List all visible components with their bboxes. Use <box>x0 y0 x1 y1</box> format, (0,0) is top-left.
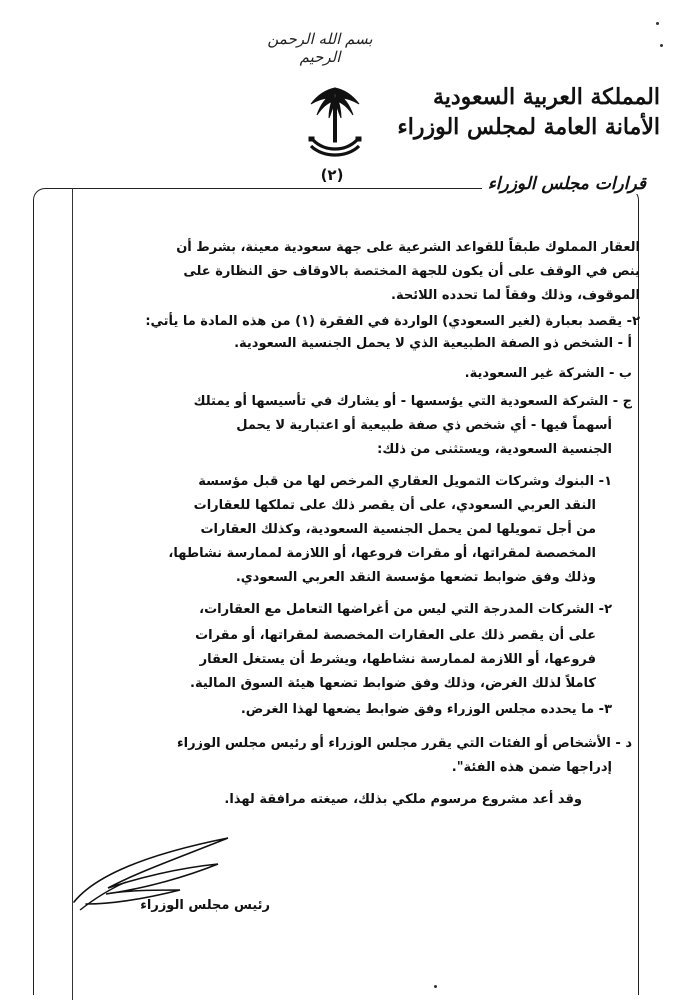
body-line: ٢- الشركات المدرجة التي ليس من أغراضها التعامل مع العقارات، <box>199 602 612 617</box>
body-line: الجنسية السعودية، ويستثنى من ذلك: <box>377 442 612 457</box>
body-line: ٢- يقصد بعبارة (لغير السعودي) الواردة في الفقرة (١) من هذه المادة ما يأتي: <box>145 314 640 329</box>
body-line: د - الأشخاص أو الفئات التي يقرر مجلس الوزراء أو رئيس مجلس الوزراء <box>176 736 632 751</box>
body-line: ينص في الوقف على أن يكون للجهة المختصة بالاوقاف حق النظارة على <box>183 264 640 279</box>
body-line: وقد أعد مشروع مرسوم ملكي بذلك، صيغته مرافقة لهذا. <box>224 792 582 807</box>
body-line: فروعها، أو اللازمة لممارسة نشاطها، ويشرط أن يستغل العقار <box>199 652 596 667</box>
body-line: النقد العربي السعودي، على أن يقصر ذلك على تملكها للعقارات <box>193 498 596 513</box>
decisions-label: قرارات مجلس الوزراء <box>482 174 652 194</box>
body-line: وذلك وفق ضوابط تضعها مؤسسة النقد العربي السعودي. <box>235 570 596 585</box>
body-line: ٣- ما يحدده مجلس الوزراء وفق ضوابط يضعها لهذا الغرض. <box>240 702 612 717</box>
kingdom-name: المملكة العربية السعودية <box>432 84 660 110</box>
organization-heading <box>397 82 660 142</box>
secretariat-name: الأمانة العامة لمجلس الوزراء <box>397 114 660 140</box>
scan-speck <box>434 985 437 988</box>
signatory-title: رئيس مجلس الوزراء <box>140 898 270 913</box>
body-line: العقار المملوك طبقاً للقواعد الشرعية على جهة سعودية معينة، بشرط أن <box>176 240 640 255</box>
body-line: ١- البنوك وشركات التمويل العقاري المرخص لها من قبل مؤسسة <box>198 474 612 489</box>
body-line: المخصصة لمقراتها، أو مقرات فروعها، أو اللازمة لممارسة نشاطها، <box>168 546 596 561</box>
basmala: بسم الله الرحمن الرحيم <box>267 30 373 66</box>
page-number: (٢) <box>320 166 344 184</box>
body-line: إدراجها ضمن هذه الفئة". <box>451 760 612 775</box>
body-line: ج - الشركة السعودية التي يؤسسها - أو يشارك في تأسيسها أو يمتلك <box>193 394 632 409</box>
body-line: أ - الشخص ذو الصفة الطبيعية الذي لا يحمل الجنسية السعودية. <box>234 336 632 351</box>
scan-speck <box>656 22 659 25</box>
body-line: كاملاً لذلك الغرض، وذلك وفق ضوابط تضعها هيئة السوق المالية. <box>190 676 596 691</box>
body-line: على أن يقصر ذلك على العقارات المخصصة لمقراتها، أو مقرات <box>195 628 596 643</box>
body-line: ب - الشركة غير السعودية. <box>464 366 632 381</box>
palm-and-swords-emblem <box>303 82 367 162</box>
scan-speck <box>660 44 663 47</box>
body-line: الموقوف، وذلك وفقاً لما تحدده اللائحة. <box>391 288 640 303</box>
body-line: من أجل تمويلها لمن يحمل الجنسية السعودية، وكذلك العقارات <box>200 522 596 537</box>
body-line: أسهماً فيها - أي شخص ذي صفة طبيعية أو اعتبارية لا يحمل <box>236 418 612 433</box>
